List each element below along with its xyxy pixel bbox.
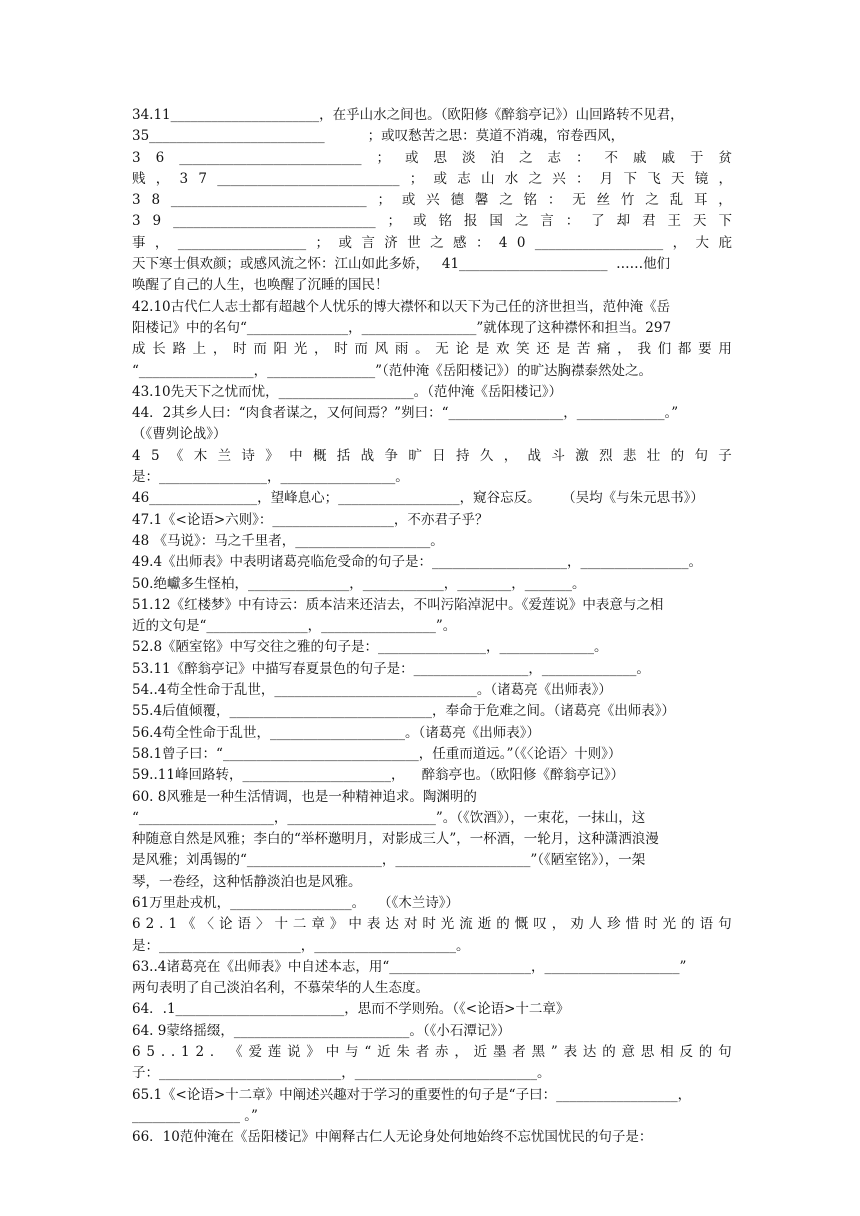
text-line: 54..4苟全性命于乱世，______________________________。（诸葛亮《出师表》） xyxy=(132,682,612,699)
text-line: 65.1《<论语>十二章》中阐述兴趣对于学习的重要性的句子是“子曰：__________________， xyxy=(132,1086,692,1103)
text-line: 贱 ， 3 7 ___________________________ ； 或 志 山 水 之 兴 ： 月 下 飞 天 镜 ， xyxy=(132,170,732,187)
text-line: 42.10古代仁人志士都有超越个人忧乐的博大襟怀和以天下为己任的济世担当，范仲淹《岳 xyxy=(132,298,671,315)
text-line: 64. 9蒙络摇缀，__________________________。（《小石潭记》） xyxy=(132,1022,511,1039)
text-line: 是：________________，_________________。 xyxy=(132,469,409,486)
text-line: 是：_____________________，_____________________。 xyxy=(132,937,470,954)
text-line: 34.11______________________，在乎山水之间也。（欧阳修《醉翁亭记》）山回路转不见君， xyxy=(132,107,684,123)
text-line: 天下寒士俱欢颜；或感风流之怀：江山如此多娇， 41______________________ ……他们 xyxy=(132,256,671,273)
text-line: 琴，一卷经，这种恬静淡泊也是风雅。 xyxy=(132,873,362,890)
text-line: 两句表明了自己淡泊名利，不慕荣华的人生态度。 xyxy=(132,980,429,997)
text-line: 44．2其乡人曰：“肉食者谋之，又何间焉？”刿曰：“_________________，_____________。” xyxy=(132,405,679,422)
text-line: 43.10先天下之忧而忧，____________________。（范仲淹《岳阳楼记》） xyxy=(132,383,563,400)
text-line: 63..4诸葛亮在《出师表》中自述本志，用“_____________________，____________________” xyxy=(132,958,687,975)
text-line: 64．.1_________________________，思而不学则殆。（《<论语>十二章》 xyxy=(132,1001,570,1018)
document-page xyxy=(132,105,732,1149)
text-line: 52.8《陋室铭》中写交往之雅的句子是：________________，______________。 xyxy=(132,639,608,656)
text-line: 唤醒了自己的人生，也唤醒了沉睡的国民！ xyxy=(132,277,389,294)
text-line: 6 2 . 1 《 〈 论 语 〉 十 二 章 》 中 表 达 对 时 光 流 逝 的 慨 叹 ， 劝 人 珍 惜 时 光 的 语 句 xyxy=(132,916,732,933)
text-line: 59..11峰回路转，______________________， 醉翁亭也。（欧阳修《醉翁亭记》） xyxy=(132,767,625,784)
text-line: 49.4《出师表》中表明诸葛亮临危受命的句子是：____________________，________________。 xyxy=(132,554,703,571)
text-line: 51.12《红楼梦》中有诗云：质本洁来还洁去，不叫污陷淖泥中。《爱莲说》中表意与之相 xyxy=(132,596,664,613)
text-line: 是风雅；刘禹锡的“____________________，____________________”（《陋室铭》），一架 xyxy=(132,852,646,869)
text-line: 58.1曾子曰：“_____________________________，任重而道远。”（《〈论语〉十则》） xyxy=(132,745,622,762)
text-line: 成 长 路 上 ， 时 而 阳 光 ， 时 而 风 雨 。 无 论 是 欢 笑 还 是 苦 痛 ， 我 们 都 要 用 xyxy=(132,341,732,358)
text-line: “____________________，______________________”。（《饮酒》），一束花，一抹山，这 xyxy=(132,809,646,826)
text-line: （《曹刿论战》） xyxy=(132,426,227,443)
text-line: 3 6 ___________________________ ； 或 思 淡 泊 之 志 ： 不 戚 戚 于 贫 xyxy=(132,149,732,166)
text-line: 66．10范仲淹在《岳阳楼记》中阐释古仁人无论身处何地始终不忘忧国忧民的句子是： xyxy=(132,1129,653,1146)
text-line: 53.11《醉翁亭记》中描写春夏景色的句子是：_________________，______________。 xyxy=(132,660,650,677)
text-line: 46________________，望峰息心；__________________，窥谷忘反。 （吴均《与朱元思书》） xyxy=(132,490,704,507)
text-line: 子：___________________________，___________________________。 xyxy=(132,1065,551,1082)
text-line: 6 5 . . 1 2 ． 《 爱 莲 说 》 中 与 “ 近 朱 者 赤 ， 近 墨 者 黑 ” 表 达 的 意 思 相 反 的 句 xyxy=(132,1044,732,1061)
text-line: 种随意自然是风雅；李白的“举杯邀明月，对影成三人”，一杯酒，一轮月，这种潇洒浪漫 xyxy=(132,831,659,848)
text-line: 50.绝巘多生怪柏，_______________，____________，________，_______。 xyxy=(132,575,586,592)
text-line: ________________ 。” xyxy=(132,1107,258,1124)
text-line: “_________________，________________”（范仲淹《岳阳楼记》）的旷达胸襟泰然处之。 xyxy=(132,362,653,379)
text-line: 3 8 _____________________________ ； 或 兴 德 馨 之 铭 ： 无 丝 竹 之 乱 耳 ， xyxy=(132,192,732,209)
text-line: 61万里赴戎机，__________________。 （《木兰诗》） xyxy=(132,894,460,911)
text-line: 35__________________________ ；或叹愁苦之思：莫道不消魂，帘卷西风， xyxy=(132,128,625,145)
text-line: 56.4苟全性命于乱世，____________________。（诸葛亮《出师表》） xyxy=(132,724,541,741)
text-line: 47.1《<论语>六则》：__________________，不亦君子乎？ xyxy=(132,511,489,528)
text-line: 55.4后值倾覆，______________________________，奉命于危难之间。（诸葛亮《出师表》） xyxy=(132,703,676,720)
text-line: 4 5 《 木 兰 诗 》 中 概 括 战 争 旷 日 持 久 ， 战 斗 激 烈 悲 壮 的 句 子 xyxy=(132,447,732,464)
text-line: 48 《马说》：马之千里者，____________________。 xyxy=(132,532,444,549)
text-line: 近的文句是“_______________，_________________”。 xyxy=(132,618,457,635)
text-line: 事 ， ___________________ ； 或 言 济 世 之 感 ： 4 0 ___________________ ， 大 庇 xyxy=(132,234,732,251)
text-line: 60. 8风雅是一种生活情调，也是一种精神追求。陶渊明的 xyxy=(132,788,477,805)
text-line: 阳楼记》中的名句“_______________，_________________”就体现了这种襟怀和担当。297 xyxy=(132,319,672,336)
text-line: 3 9 ______________________________ ； 或 铭 报 国 之 言 ： 了 却 君 王 天 下 xyxy=(132,213,732,230)
